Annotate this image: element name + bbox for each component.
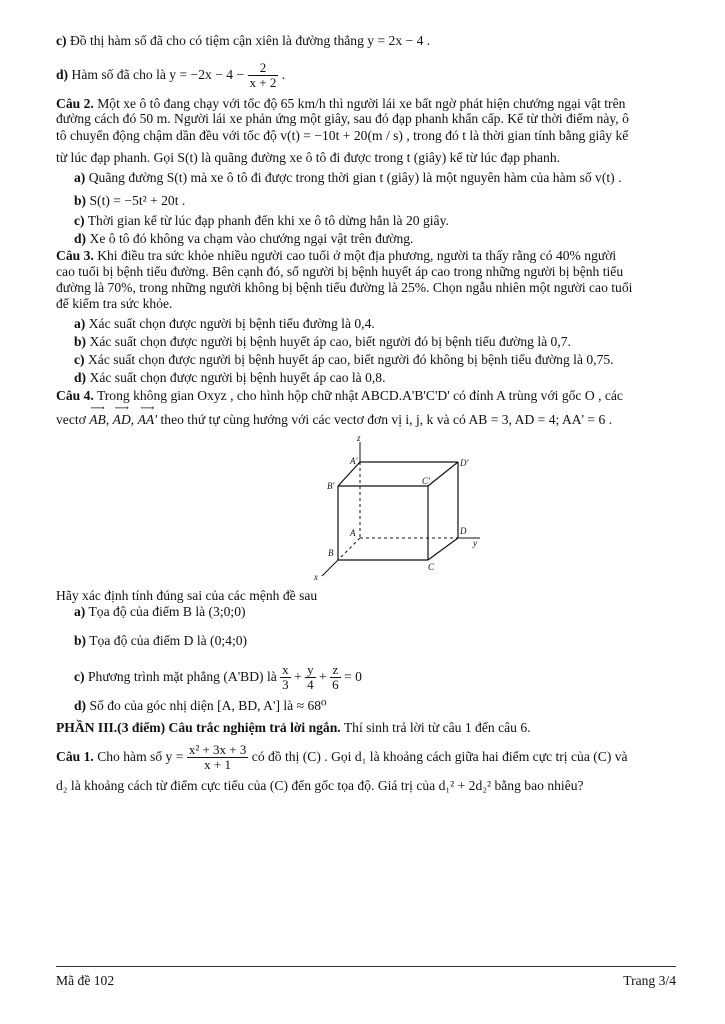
- q4-option-a: a) Tọa độ của điểm B là (3;0;0): [74, 604, 246, 619]
- label-b1: B': [327, 481, 335, 491]
- label-z: z: [357, 434, 361, 443]
- vector-aa1: ⟶ AA': [138, 412, 158, 427]
- q2-line-2: đường cách đó 50 m. Người lái xe phản ứng một giây, sau đó đạp phanh khẩn cấp. Kể từ thời điểm này, ô: [56, 111, 629, 126]
- q4-option-c: c) Phương trình mặt phẳng (A'BD) là $\frac{x}{3}$ + $\frac{y}{4}$ + $\frac{z}{6}$ = 0: [74, 662, 362, 693]
- vector-ab: ⟶ AB: [89, 412, 106, 427]
- q2-option-c: c) Thời gian kể từ lúc đạp phanh đến khi xe ô tô dừng hẳn là 20 giây.: [74, 213, 449, 228]
- label-c: C: [428, 562, 435, 572]
- q3-line-2: cao tuổi bị bệnh tiểu đường. Bên cạnh đó, số người bị bệnh huyết áp cao trong những người bị bệnh tiểu: [56, 264, 624, 279]
- q3-line-3: đường là 70%, trong những người không bị bệnh tiểu đường là 25%. Chọn ngẫu nhiên một người cao tuổi: [56, 280, 633, 295]
- q2-option-a: a) Quãng đường S(t) mà xe ô tô đi được trong thời gian t (giây) là một nguyên hàm của hàm số v(t) .: [74, 170, 622, 185]
- label-d1: D': [460, 458, 469, 468]
- q2-line-3: tô chuyển động chậm dần đều với tốc độ v(t) = −10t + 20(m / s) , trong đó t là thời gian tính bằng giây kể: [56, 128, 629, 143]
- q3-option-a: a) Xác suất chọn được người bị bệnh tiểu đường là 0,4.: [74, 316, 375, 331]
- box-figure: [300, 434, 500, 584]
- page-footer: [56, 966, 676, 989]
- label-a1: A': [350, 456, 358, 466]
- q2-option-b: b) S(t) = −5t² + 20t .: [74, 193, 186, 208]
- q4-option-b: b) Tọa độ của điểm D là (0;4;0): [74, 633, 248, 648]
- q2-line-1: Câu 2. Một xe ô tô đang chạy với tốc độ 65 km/h thì người lái xe bất ngờ phát hiện chướng ngại vật trên: [56, 96, 626, 111]
- edge-cd: [428, 538, 458, 560]
- label-y: y: [473, 538, 477, 548]
- q2-option-d: d) Xe ô tô đó không va chạm vào chướng ngại vật trên đường.: [74, 231, 414, 246]
- q4-option-d: d) Số đo của góc nhị diện [A, BD, A'] là ≈ 68⁰: [74, 698, 327, 713]
- page-number: Trang 3/4: [623, 973, 676, 988]
- q3-option-b: b) Xác suất chọn được người bị bệnh huyết áp cao, biết người đó bị bệnh tiểu đường là 0,7.: [74, 334, 571, 349]
- line-c-prev: c) Đồ thị hàm số đã cho có tiệm cận xiên là đường thẳng y = 2x − 4 .: [56, 33, 431, 48]
- label-b: B: [328, 548, 334, 558]
- q3-line-4: để kiểm tra sức khỏe.: [56, 296, 173, 311]
- axis-x: [322, 560, 338, 576]
- line-d-prev: d) Hàm số đã cho là y = −2x − 4 − $\frac{2}{x + 2}$ .: [56, 60, 286, 91]
- exam-code: Mã đề 102: [56, 973, 115, 988]
- p3-q1-line-1: Câu 1. Cho hàm số y = $\frac{\text{x² + 3x + 3}}{x + 1}$ có đồ thị (C) . Gọi d₁ là khoảng cách giữa hai điểm cực trị của (C) và: [56, 742, 628, 773]
- q3-option-d: d) Xác suất chọn được người bị bệnh huyết áp cao là 0,8.: [74, 370, 386, 385]
- fraction: $\frac{2}{x + 2}$: [249, 60, 277, 91]
- vector-ad: ⟶ AD: [113, 412, 131, 427]
- q4-intro: Hãy xác định tính đúng sai của các mệnh đề sau: [56, 588, 318, 603]
- q4-line-1: Câu 4. Trong không gian Oxyz , cho hình hộp chữ nhật ABCD.A'B'C'D' có đỉnh A trùng với gốc O , các: [56, 388, 623, 403]
- q3-option-c: c) Xác suất chọn được người bị bệnh huyết áp cao, biết người đó không bị bệnh tiểu đường là 0,75.: [74, 352, 614, 367]
- p3-q1-line-2: d₂ là khoảng cách từ điểm cực tiểu của (C) đến gốc tọa độ. Giá trị của d₁² + 2d₂² bằng bao nhiêu?: [56, 778, 584, 793]
- edge-ab: [338, 538, 360, 560]
- label-a: A: [350, 528, 356, 538]
- q3-line-1: Câu 3. Khi điều tra sức khỏe nhiều người cao tuổi ở một địa phương, người ta thấy rằng có 40% người: [56, 248, 617, 263]
- label-c1: C': [422, 476, 430, 486]
- part3-heading: PHẦN III.(3 điểm) Câu trắc nghiệm trả lời ngắn. Thí sinh trả lời từ câu 1 đến câu 6.: [56, 720, 531, 735]
- q2-line-4: từ lúc đạp phanh. Gọi S(t) là quãng đường xe ô tô đi được trong t (giây) kể từ lúc đạp phanh.: [56, 150, 561, 165]
- label-x: x: [314, 572, 318, 582]
- label-d: D: [460, 526, 467, 536]
- q4-line-2: vectơ ⟶ AB, ⟶ AD, ⟶ AA' theo thứ tự cùng hướng với các vectơ đơn vị i, j, k và có AB = 3, AD = 4; AA' = 6 .: [56, 412, 676, 427]
- edge-d1c1: [428, 462, 458, 486]
